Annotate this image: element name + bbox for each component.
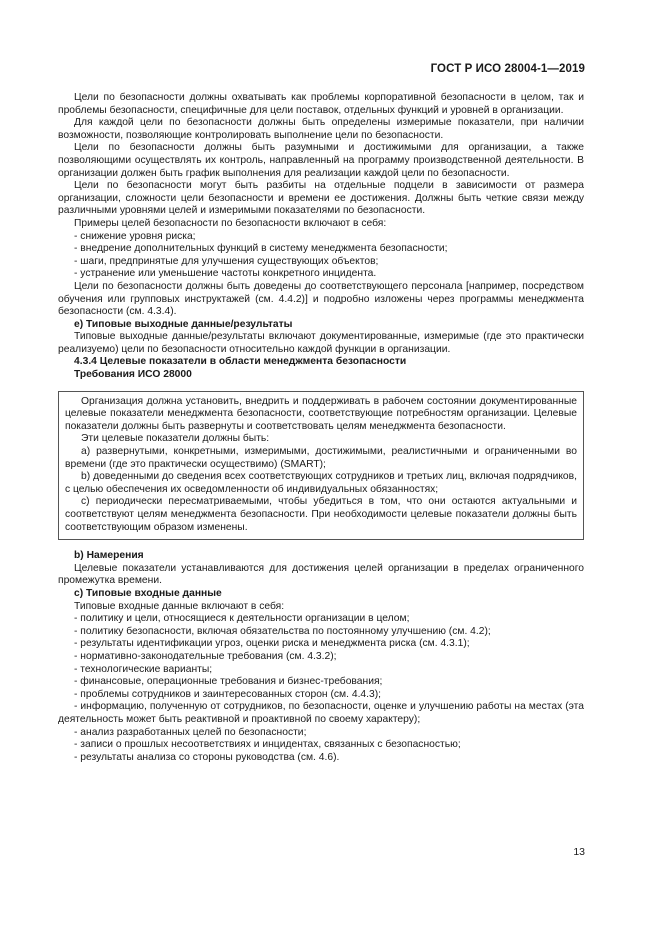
page-number: 13 (573, 846, 585, 858)
list-item: - результаты анализа со стороны руководства (см. 4.6). (74, 751, 340, 763)
list-item: - финансовые, операционные требования и бизнес-требования; (74, 676, 383, 688)
paragraph: Цели по безопасности могут быть разбиты на отдельные подцели в зависимости от размера организации, сложности цели безопасности и времени ее достижения. Должны быть четкие связи между различными уровнями целей и измеримыми показателями по безопасности. (58, 180, 584, 217)
section-heading: e) Типовые выходные данные/результаты (74, 318, 293, 330)
list-item: - политику и цели, относящиеся к деятельности организации в целом; (74, 613, 410, 625)
list-item: - нормативно-законодательные требования (см. 4.3.2); (74, 650, 337, 662)
iso-requirements-box (58, 391, 584, 541)
list-item: - результаты идентификации угроз, оценки риска и менеджмента риска (см. 4.3.1); (74, 638, 470, 650)
section-heading: 4.3.4 Целевые показатели в области менеджмента безопасности (74, 356, 407, 368)
list-item: с) периодически пересматриваемыми, чтобы убедиться в том, что они остаются актуальными и соответствуют целям менеджмента безопасности. При необходимости целевые показатели должны быть соответствующим образом изменены. (65, 496, 577, 533)
paragraph: Целевые показатели устанавливаются для достижения целей организации в пределах ограниченного промежутка времени. (58, 562, 584, 587)
paragraph: Цели по безопасности должны охватывать как проблемы корпоративной безопасности в целом, так и проблемы безопасности, специфичные для цели поставок, отдельных функций и уровней в организации. (58, 92, 584, 116)
list-item: а) развернутыми, конкретными, измеримыми, достижимыми, реалистичными и ограниченными во времени (где это практически осуществимо) (SMART); (65, 446, 577, 470)
list-item: - информацию, полученную от сотрудников, по безопасности, оценке и улучшению работы на местах (эта деятельность может быть реактивной и проактивной по своему характеру); (58, 701, 584, 725)
list-item: - устранение или уменьшение частоты конкретного инцидента. (74, 268, 377, 280)
paragraph: Организация должна установить, внедрить и поддерживать в рабочем состоянии документированные целевые показатели менеджмента безопасности, соответствующие потребностям организации. Целевые показатели должны быть развернуты и соответствовать целям менеджмента безопасности. (65, 395, 577, 432)
list-item: - анализ разработанных целей по безопасности; (74, 726, 307, 738)
list-item: - снижение уровня риска; (74, 230, 196, 242)
section-heading: b) Намерения (74, 550, 144, 562)
list-item: - технологические варианты; (74, 663, 213, 675)
list-item: - записи о прошлых несоответствиях и инцидентах, связанных с безопасностью; (74, 739, 461, 751)
paragraph: Для каждой цели по безопасности должны быть определены измеримые показатели, при наличии возможности, позволяющие контролировать выполнение цели по безопасности. (58, 117, 584, 141)
list-item: - шаги, предпринятые для улучшения существующих объектов; (74, 255, 379, 267)
paragraph: Типовые входные данные включают в себя: (74, 600, 285, 612)
standard-header: ГОСТ Р ИСО 28004-1—2019 (430, 63, 585, 75)
list-item: - внедрение дополнительных функций в систему менеджмента безопасности; (74, 243, 448, 255)
section-heading: c) Типовые входные данные (74, 587, 222, 599)
paragraph: Типовые выходные данные/результаты включают документированные, измеримые (где это практически реализуемо) цели по безопасности относительно каждой функции в организации. (58, 331, 584, 355)
requirements-heading: Требования ИСО 28000 (74, 369, 192, 381)
paragraph: Цели по безопасности должны быть разумными и достижимыми для организации, а также позволяющими осуществлять их контроль, направленный на программу производственной деятельности. В организации должен быть график выполнения для реализации каждой цели по безопасности. (58, 142, 584, 179)
paragraph: Цели по безопасности должны быть доведены до соответствующего персонала [например, посредством обучения или групповых инструктажей (см. 4.4.2)] и подробно изложены через программы менеджмента безопасности (см. 4.3.4). (58, 280, 584, 318)
paragraph: Примеры целей безопасности по безопасности включают в себя: (74, 217, 387, 229)
paragraph: Эти целевые показатели должны быть: (81, 433, 270, 445)
page-content (58, 92, 584, 764)
list-item: - проблемы сотрудников и заинтересованных сторон (см. 4.4.3); (74, 688, 382, 700)
list-item: - политику безопасности, включая обязательства по постоянному улучшению (см. 4.2); (74, 625, 491, 637)
list-item: b) доведенными до сведения всех соответствующих сотрудников и третьих лиц, включая подрядчиков, с целью обеспечения их осведомленности об индивидуальных обязанностях; (65, 471, 577, 495)
